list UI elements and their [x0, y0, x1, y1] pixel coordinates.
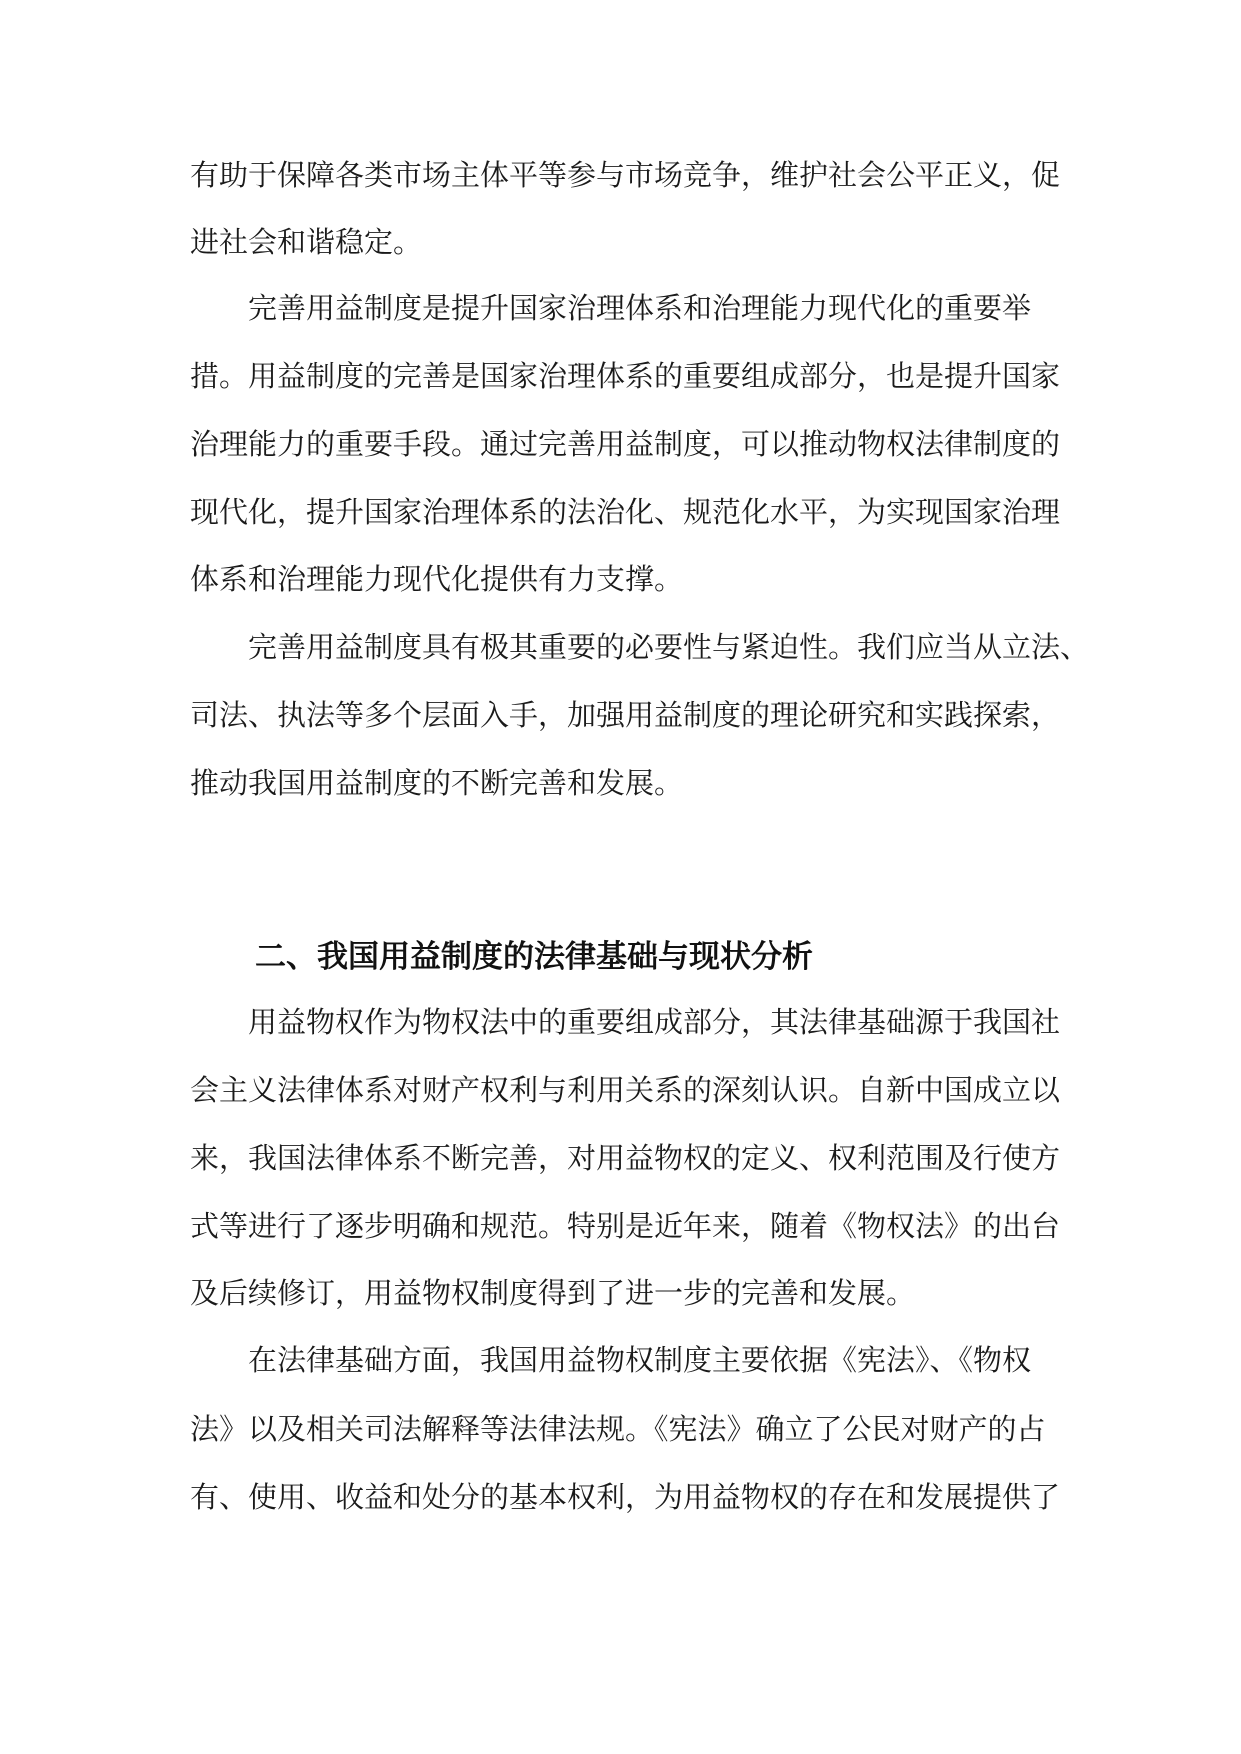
paragraph-2-line-1: 完善用益制度是提升国家治理体系和治理能力现代化的重要举: [248, 291, 1032, 325]
paragraph-3-line-1: 完善用益制度具有极其重要的必要性与紧迫性。我们应当从立法、: [248, 630, 1090, 664]
paragraph-5-line-3: 有、使用、收益和处分的基本权利，为用益物权的存在和发展提供了: [190, 1480, 1061, 1514]
paragraph-4-line-4: 式等进行了逐步明确和规范。特别是近年来，随着《物权法》的出台: [190, 1209, 1061, 1243]
paragraph-4-line-1: 用益物权作为物权法中的重要组成部分，其法律基础源于我国社: [248, 1005, 1061, 1039]
paragraph-3-line-3: 推动我国用益制度的不断完善和发展。: [190, 766, 684, 800]
paragraph-5-line-1: 在法律基础方面，我国用益物权制度主要依据《宪法》、《物权: [248, 1343, 1032, 1377]
paragraph-2-line-5: 体系和治理能力现代化提供有力支撑。: [190, 562, 684, 596]
paragraph-2-line-2: 措。用益制度的完善是国家治理体系的重要组成部分，也是提升国家: [190, 359, 1061, 393]
paragraph-2-line-3: 治理能力的重要手段。通过完善用益制度，可以推动物权法律制度的: [190, 427, 1061, 461]
paragraph-5-line-2: 法》以及相关司法解释等法律法规。《宪法》确立了公民对财产的占: [190, 1412, 1046, 1446]
paragraph-2-line-4: 现代化，提升国家治理体系的法治化、规范化水平，为实现国家治理: [190, 495, 1061, 529]
paragraph-4-line-3: 来，我国法律体系不断完善，对用益物权的定义、权利范围及行使方: [190, 1141, 1061, 1175]
paragraph-4-line-2: 会主义法律体系对财产权利与利用关系的深刻认识。自新中国成立以: [190, 1073, 1061, 1107]
paragraph-3-line-2: 司法、执法等多个层面入手，加强用益制度的理论研究和实践探索，: [190, 698, 1061, 732]
section-heading: 二、我国用益制度的法律基础与现状分析: [255, 939, 813, 975]
paragraph-1-line-1: 有助于保障各类市场主体平等参与市场竞争，维护社会公平正义，促: [190, 158, 1061, 192]
paragraph-1-line-2: 进社会和谐稳定。: [190, 225, 423, 259]
paragraph-4-line-5: 及后续修订，用益物权制度得到了进一步的完善和发展。: [190, 1276, 916, 1310]
